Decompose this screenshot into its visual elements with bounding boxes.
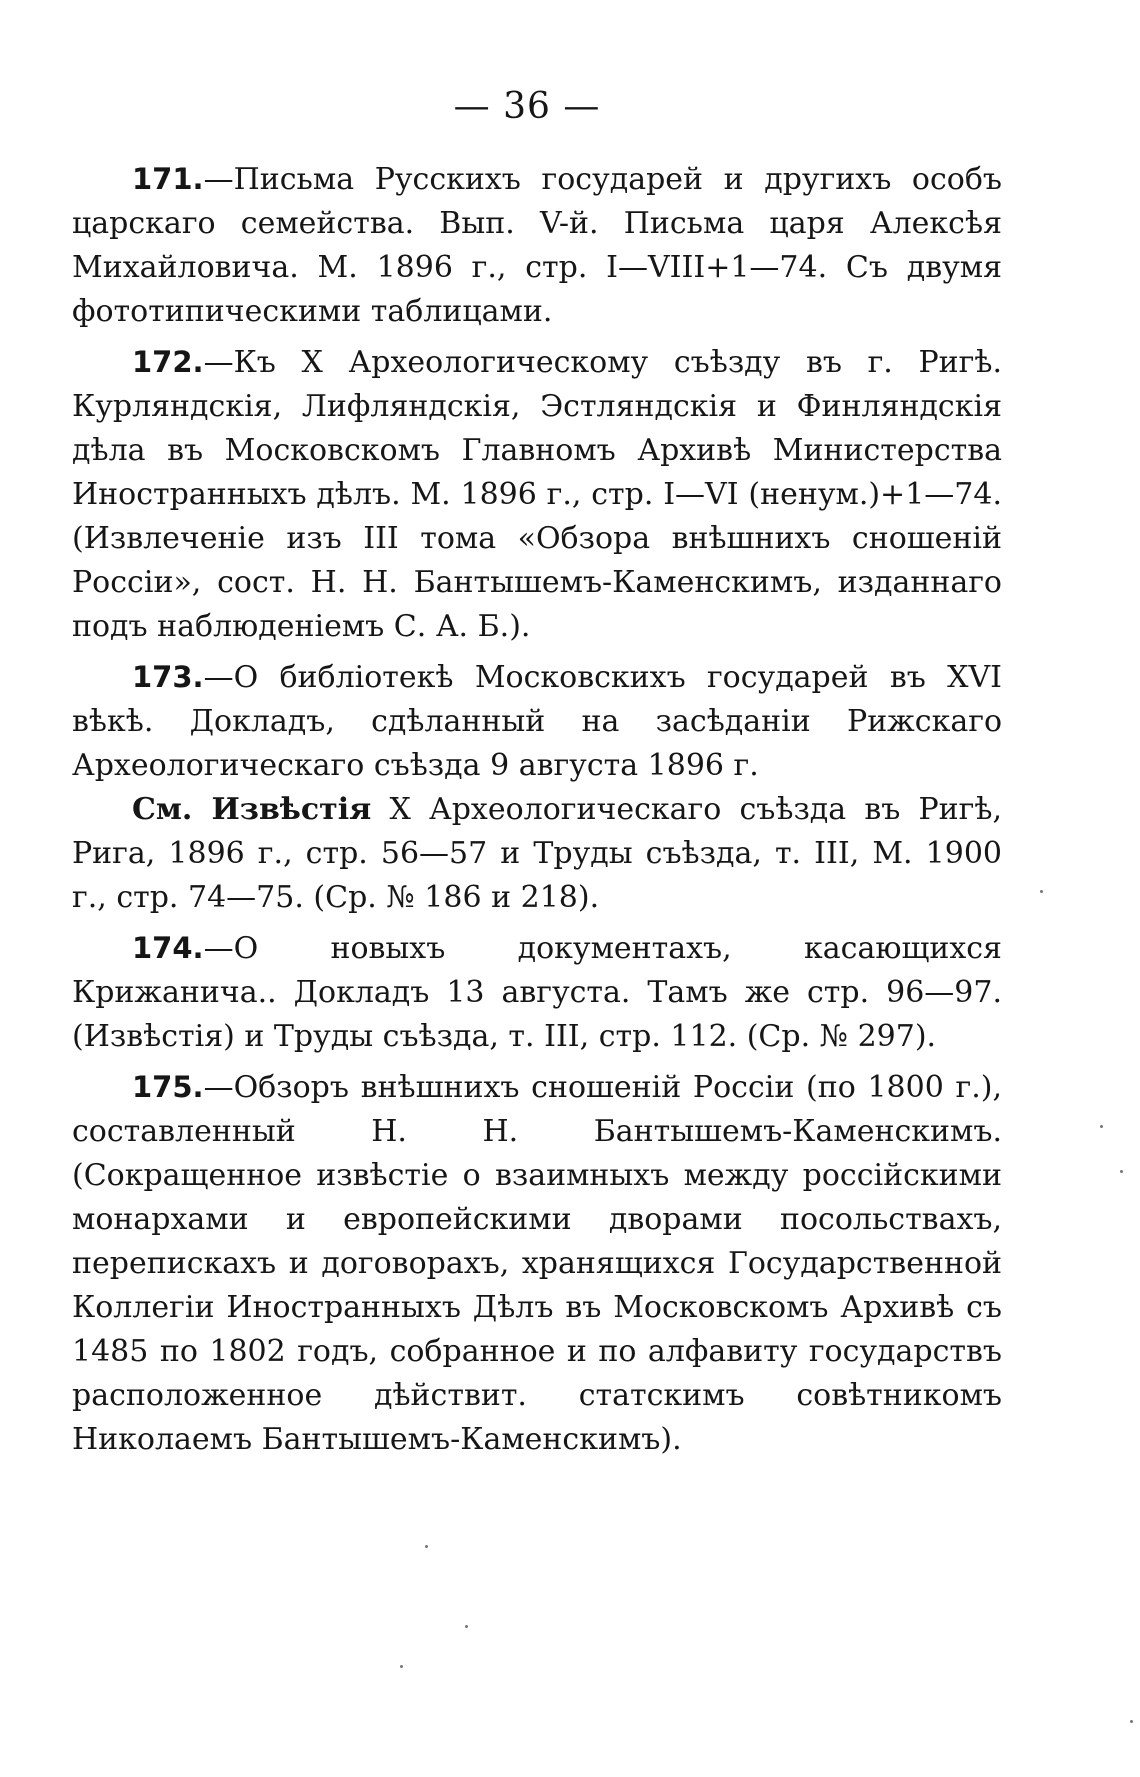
entry-paragraph (72, 655, 1002, 788)
reference-lead: См. Извѣстія (132, 792, 372, 827)
entry-reference (72, 788, 1002, 920)
catalog-entry-171 (72, 157, 1002, 334)
catalog-entry-172 (72, 340, 1002, 649)
entry-number: 174. (132, 931, 204, 965)
entry-paragraph (72, 157, 1002, 334)
entry-paragraph (72, 926, 1002, 1059)
reference-text: X Археологическаго съѣзда въ Ригѣ, Рига, 1896 г., стр. 56—57 и Труды съѣзда, т. III, М. 1900 г., стр. 74—75. (Ср. № 186 и 218). (72, 792, 1002, 915)
scan-speck (1120, 1170, 1123, 1173)
entry-number: 175. (132, 1070, 204, 1104)
entry-text: —О новыхъ документахъ, касающихся Крижанича.. Докладъ 13 августа. Тамъ же стр. 96—97. (Извѣстія) и Труды съѣзда, т. III, стр. 112. (Ср. № 297). (72, 931, 1002, 1054)
entry-number: 171. (132, 162, 204, 196)
entry-paragraph (72, 1065, 1002, 1462)
entry-number: 173. (132, 660, 204, 694)
entry-paragraph (72, 340, 1002, 649)
scan-speck (400, 1665, 403, 1668)
scan-speck (465, 1625, 468, 1628)
page-number: — 36 — (453, 86, 601, 127)
entry-text: —О библіотекѣ Московскихъ государей въ XVI вѣкѣ. Докладъ, сдѣланный на засѣданіи Рижскаго Археологическаго съѣзда 9 августа 1896 г. (72, 660, 1002, 783)
scan-speck (1040, 890, 1043, 893)
entry-number: 172. (132, 345, 204, 379)
scan-speck (425, 1545, 428, 1548)
entry-text: —Письма Русскихъ государей и другихъ особъ царскаго семейства. Вып. V-й. Письма царя Алексѣя Михайловича. М. 1896 г., стр. I—VIII+1—74. Съ двумя фототипическими таблицами. (72, 162, 1002, 329)
scan-speck (1100, 1125, 1103, 1128)
scan-speck (1130, 1720, 1133, 1723)
entry-text: —Обзоръ внѣшнихъ сношеній Россіи (по 1800 г.), составленный Н. Н. Бантышемъ-Каменскимъ. (Сокращенное извѣстіе о взаимныхъ между россійскими монархами и европейскими дворами посольствахъ, перепискахъ и договорахъ, хранящихся Государственной Коллегіи Иностранныхъ Дѣлъ въ Московскомъ Архивѣ съ 1485 по 1802 годъ, собранное и по алфавиту государствъ расположенное дѣйствит. статскимъ совѣтникомъ Николаемъ Бантышемъ-Каменскимъ). (72, 1070, 1002, 1457)
catalog-entry-174 (72, 926, 1002, 1059)
entry-text: —Къ X Археологическому съѣзду въ г. Ригѣ. Курляндскія, Лифляндскія, Эстляндскія и Финляндскія дѣла въ Московскомъ Главномъ Архивѣ Министерства Иностранныхъ дѣлъ. М. 1896 г., стр. I—VI (ненум.)+1—74. (Извлеченіе изъ III тома «Обзора внѣшнихъ сношеній Россіи», сост. Н. Н. Бантышемъ-Каменскимъ, изданнаго подъ наблюденіемъ С. А. Б.). (72, 345, 1002, 644)
catalog-entry-175 (72, 1065, 1002, 1462)
catalog-entry-173 (72, 655, 1002, 920)
document-page (72, 86, 1002, 1468)
